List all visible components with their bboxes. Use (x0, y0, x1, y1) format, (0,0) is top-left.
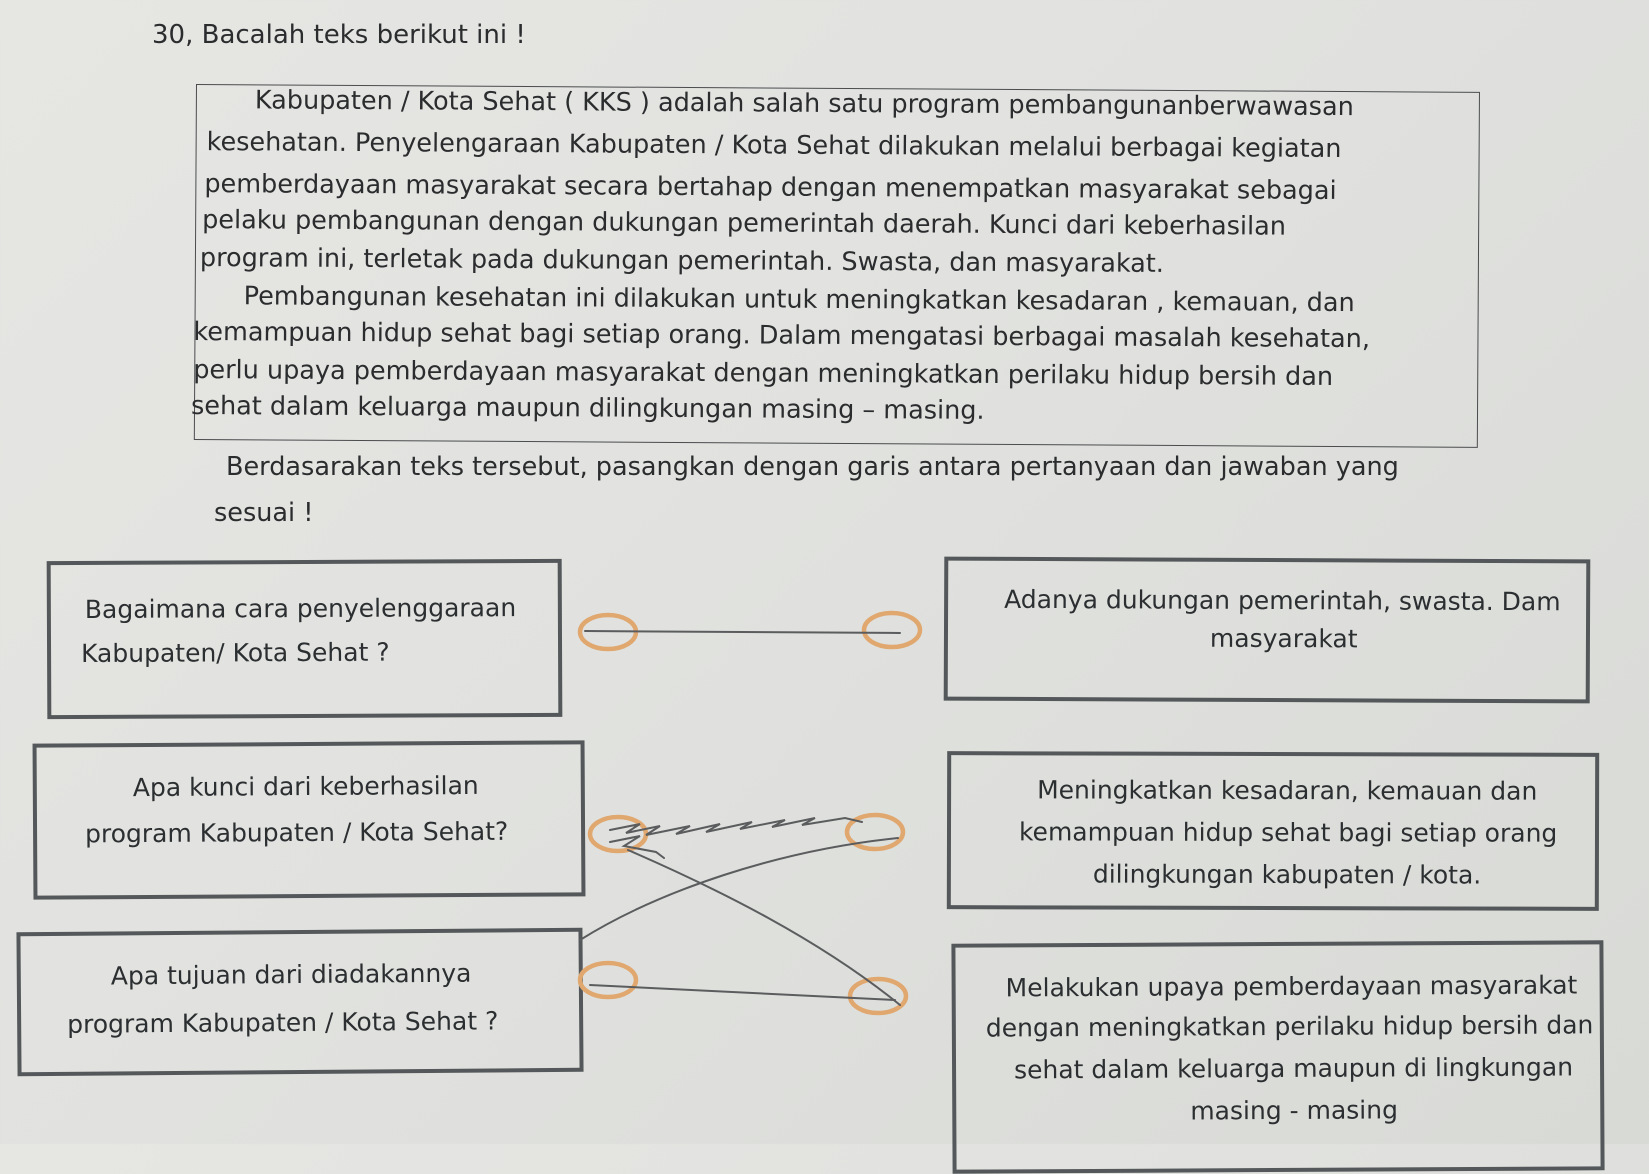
match-line-cross-up (580, 838, 898, 940)
passage-line: kesehatan. Penyelengaraan Kabupaten / Kota Sehat dilakukan melalui berbagai kegiatan (206, 127, 1342, 164)
answer-text: dilingkungan kabupaten / kota. (1092, 859, 1482, 890)
question-text: Kabupaten/ Kota Sehat ? (80, 637, 390, 668)
question-title: 30, Bacalah teks berikut ini ! (152, 20, 526, 50)
instruction-line: Berdasarakan teks tersebut, pasangkan dengan garis antara pertanyaan dan jawaban yang (226, 452, 1399, 482)
connector-circle-right-3[interactable] (850, 979, 906, 1013)
answer-text: kemampuan hidup sehat bagi setiap orang (1018, 817, 1558, 848)
answer-text: sehat dalam keluarga maupun di lingkungan (1013, 1052, 1574, 1085)
answer-text: Melakukan upaya pemberdayaan masyarakat (1005, 970, 1578, 1003)
passage-line: Kabupaten / Kota Sehat ( KKS ) adalah salah satu program pembangunanberwawasan (254, 85, 1354, 123)
connector-circle-left-2[interactable] (590, 817, 646, 851)
passage-line: pemberdayaan masyarakat secara bertahap dengan menempatkan masyarakat sebagai (204, 169, 1337, 206)
question-text: Apa tujuan dari diadakannya (110, 958, 472, 991)
passage-line: kemampuan hidup sehat bagi setiap orang. Dalam mengatasi berbagai masalah kesehatan, (193, 316, 1371, 355)
question-text: Apa kunci dari keberhasilan (132, 770, 479, 803)
question-text: program Kabupaten / Kota Sehat? (84, 816, 509, 849)
answer-text: masyarakat (1209, 623, 1358, 654)
match-line-1 (585, 631, 900, 633)
answer-text: Meningkatkan kesadaran, kemauan dan (1037, 775, 1538, 806)
connector-circle-right-1[interactable] (864, 613, 920, 647)
instruction-line: sesuai ! (214, 498, 314, 528)
passage-line: program ini, terletak pada dukungan pemerintah. Swasta, dan masyarakat. (199, 243, 1165, 279)
answer-text: masing - masing (1190, 1095, 1398, 1126)
passage-line: sehat dalam keluarga maupun dilingkungan masing – masing. (190, 390, 985, 426)
answer-text: dengan meningkatkan perilaku hidup bersih dan (985, 1010, 1594, 1043)
question-text: Bagaimana cara penyelenggaraan (84, 593, 517, 624)
passage-line: Pembangunan kesehatan ini dilakukan untuk meningkatkan kesadaran , kemauan, dan (243, 281, 1355, 319)
question-text: program Kabupaten / Kota Sehat ? (67, 1006, 499, 1039)
passage-line: pelaku pembangunan dengan dukungan pemerintah daerah. Kunci dari keberhasilan (202, 205, 1286, 242)
answer-text: Adanya dukungan pemerintah, swasta. Dam (1004, 584, 1561, 617)
connector-circle-left-3[interactable] (580, 963, 636, 997)
passage-line: perlu upaya pemberdayaan masyarakat dengan meningkatkan perilaku hidup bersih dan (193, 354, 1334, 392)
